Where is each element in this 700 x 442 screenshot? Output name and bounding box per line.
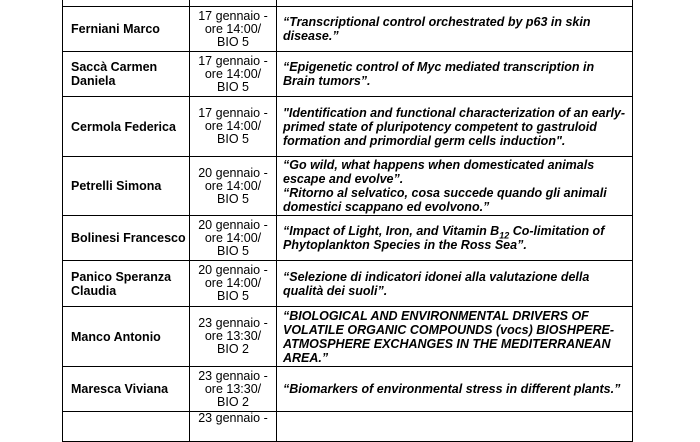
speaker-name: Petrelli Simona — [63, 157, 190, 216]
talk-title: “Selezione di indicatori idonei alla valutazione della qualità dei suoli”. — [277, 261, 633, 307]
talk-title: “Biomarkers of environmental stress in different plants.” — [277, 367, 633, 412]
date: 20 gennaio - — [198, 165, 268, 180]
date: 17 gennaio - — [198, 8, 268, 23]
date-time-room — [190, 216, 277, 261]
talk-title — [277, 157, 633, 216]
date-time-room — [190, 7, 277, 52]
talk-title: “Epigenetic control of Myc mediated transcription in Brain tumors”. — [277, 52, 633, 97]
speaker-name: Saccà Carmen Daniela — [63, 52, 190, 97]
time: ore 14:00/ — [204, 21, 262, 36]
date-time-room — [190, 307, 277, 367]
speaker-name: Ferniani Marco — [63, 7, 190, 52]
talk-title-subscript: 12 — [499, 230, 510, 241]
room: BIO 5 — [217, 243, 249, 258]
date: 20 gennaio - — [198, 263, 268, 277]
date-time-room — [190, 97, 277, 157]
talk-title — [277, 412, 633, 442]
table-row — [63, 216, 633, 261]
speaker-name: Panico Speranza Claudia — [63, 261, 190, 307]
talk-title: "Identification and functional characterization of an early-primed state of pluripotency competent to gastruloid formation and primordial germ cells induction". — [277, 97, 633, 157]
time: ore 14:00/ — [204, 178, 262, 193]
date: 23 gennaio - — [198, 411, 268, 425]
speaker-name: Cermola Federica — [63, 97, 190, 157]
talk-title-end: Co-limitation of Phytoplankton Species in the Ross Sea”. — [283, 224, 605, 252]
room: BIO 5 — [217, 34, 249, 49]
date: 17 gennaio - — [198, 53, 268, 68]
speaker-name: Bolinesi Francesco — [63, 216, 190, 261]
date-time-room — [190, 157, 277, 216]
date-time-room — [190, 52, 277, 97]
table-row — [63, 7, 633, 52]
date-time-room — [190, 367, 277, 412]
time: ore 14:00/ — [204, 66, 262, 81]
speaker-name — [63, 412, 190, 442]
table-row — [63, 412, 633, 442]
room: BIO 5 — [217, 191, 249, 206]
room: BIO 2 — [217, 394, 249, 409]
table-row — [63, 307, 633, 367]
speaker-name: Manco Antonio — [63, 307, 190, 367]
speaker-name: Maresca Viviana — [63, 367, 190, 412]
talk-title-english: “Go wild, what happens when domesticated animals escape and evolve”. — [283, 158, 595, 186]
table-row — [63, 97, 633, 157]
talk-title-italian: “Ritorno al selvatico, cosa succede quando gli animali domestici scappano ed evolvono.” — [283, 186, 607, 214]
date-time-room — [190, 261, 277, 307]
date: 23 gennaio - — [198, 368, 268, 383]
room: BIO 5 — [217, 289, 249, 303]
room: BIO 2 — [217, 342, 249, 356]
table-row — [63, 157, 633, 216]
talk-title-start: “Impact of Light, Iron, and Vitamin B — [283, 224, 500, 238]
talk-title — [277, 216, 633, 261]
date: 20 gennaio - — [198, 217, 268, 232]
room: BIO 5 — [217, 79, 249, 94]
date: 23 gennaio - — [198, 316, 268, 330]
room: BIO 5 — [217, 132, 249, 146]
table-row — [63, 52, 633, 97]
date-time-room — [190, 412, 277, 442]
table-row — [63, 261, 633, 307]
time: ore 14:00/ — [204, 119, 262, 133]
seminar-schedule-table — [62, 0, 633, 442]
time: ore 14:00/ — [204, 276, 262, 290]
time: ore 13:30/ — [204, 329, 262, 343]
date: 17 gennaio - — [198, 106, 268, 120]
table-row — [63, 367, 633, 412]
time: ore 13:30/ — [204, 381, 262, 396]
time: ore 14:00/ — [204, 230, 262, 245]
talk-title: “BIOLOGICAL AND ENVIRONMENTAL DRIVERS OF VOLATILE ORGANIC COMPOUNDS (vocs) BIOSHPERE-ATMOSPHERE EXCHANGES IN THE MEDITERRANEAN AREA.” — [277, 307, 633, 367]
talk-title: “Transcriptional control orchestrated by p63 in skin disease.” — [277, 7, 633, 52]
